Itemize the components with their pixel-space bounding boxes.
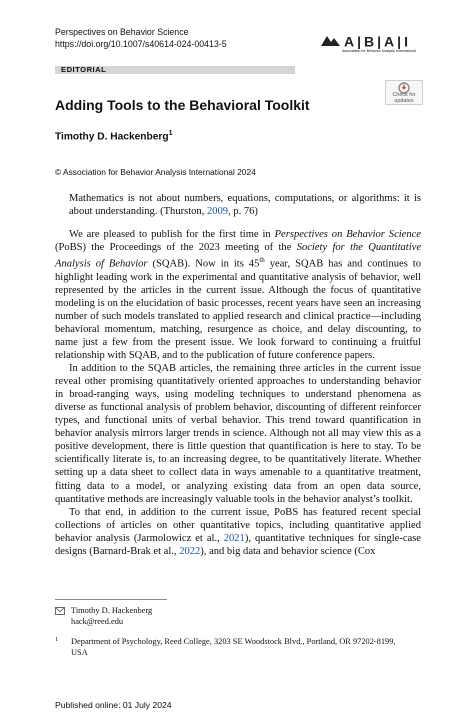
paragraph-3: To that end, in addition to the current issue, PoBS has featured recent special collections of articles on other quantitative topics, including quantitative applied behavior analysis (Jarmolowicz et al., 2021), quantitative techniques for single-case designs (Barnard-Brak et al., 2022), and big data and behavior science (Cox [55, 506, 421, 557]
article-title: Adding Tools to the Behavioral Toolkit [55, 97, 310, 113]
affiliation-number: 1 [55, 636, 59, 643]
logo-text: A|B|A|I [344, 33, 411, 49]
published-date: Published online: 01 July 2024 [55, 700, 172, 710]
contact-name: Timothy D. Hackenberg [71, 606, 153, 615]
contact-email[interactable]: hack@reed.edu [71, 617, 124, 626]
envelope-icon [55, 607, 65, 615]
footnote-divider [55, 599, 167, 600]
article-body [55, 192, 421, 558]
section-label: EDITORIAL [61, 65, 107, 74]
abai-logo-mark [320, 33, 422, 49]
affiliation-text: Department of Psychology, Reed College, 3203 SE Woodstock Blvd., Portland, OR 97202-8199, USA [71, 637, 396, 657]
paragraph-1: We are pleased to publish for the first time in Perspectives on Behavior Science (PoBS) the Proceedings of the 2023 meeting of the Society for the Quantitative Analysis of Behavior (SQAB). Now in its 45th year, SQAB has and continues to highlight leading work in the experimental and quantitative analysis of behavior, well represented by the articles in the current issue. Although the focus of quantitative modeling is on the elucidation of basic processes, recent years have seen an increasing number of such models translated to applied research and clinical practice—including behavioral momentum, matching, resurgence as choice, and delay discounting, to name just a few from the present issue. We look forward to continuing a fruitful relationship with SQAB, and to the publication of future conference papers. [55, 229, 422, 362]
citation-link-thurston[interactable]: 2009 [206, 206, 229, 218]
author-affiliation-marker[interactable]: 1 [168, 130, 173, 137]
section-bar [55, 66, 295, 74]
author-name: Timothy D. Hackenberg$^1$ [55, 130, 173, 143]
epigraph-quote: Mathematics is not about numbers, equations, computations, or algorithms: it is about understanding. (Thurston, 2009, p. 76) [69, 193, 421, 218]
doi-link[interactable]: https://doi.org/10.1007/s40614-024-00413-5 [55, 39, 227, 49]
check-for-updates-button[interactable] [385, 80, 423, 105]
copyright-line: © Association for Behavior Analysis International 2024 [55, 167, 256, 177]
paragraph-2: In addition to the SQAB articles, the remaining three articles in the current issue reveal other promising quantitatively oriented approaches to understanding behavior in broad-ranging ways, using modeling techniques to understand phenomena as diverse as functional analysis of problem behavior, discounting of different reinforcer types, and functional units of verbal behavior. This trend toward quantification in behavior analysis mirrors larger trends in science. Although not all may view this as a positive development, there is little question that quantification is here to stay. To be scientifically literate is, to an increasing degree, to be quantitatively literate. Whether setting up a data sheet to collect data in ways amenable to a quantitative treatment, fitting data to a model, or analyzing existing data from an open data source, quantitative methods are increasingly valuable tools in the behavior analyst’s toolkit. [55, 363, 421, 505]
check-for-updates-label: Check for updates [392, 92, 416, 104]
citation-link-jarmolowicz[interactable]: 2021 [223, 532, 245, 544]
citation-link-barnard-brak[interactable]: 2022 [179, 545, 201, 557]
logo-tagline: Association for Behavior Analysis International [342, 49, 416, 53]
journal-name: Perspectives on Behavior Science [55, 27, 189, 37]
abai-logo-icon [320, 33, 422, 57]
journal-header [55, 26, 227, 50]
